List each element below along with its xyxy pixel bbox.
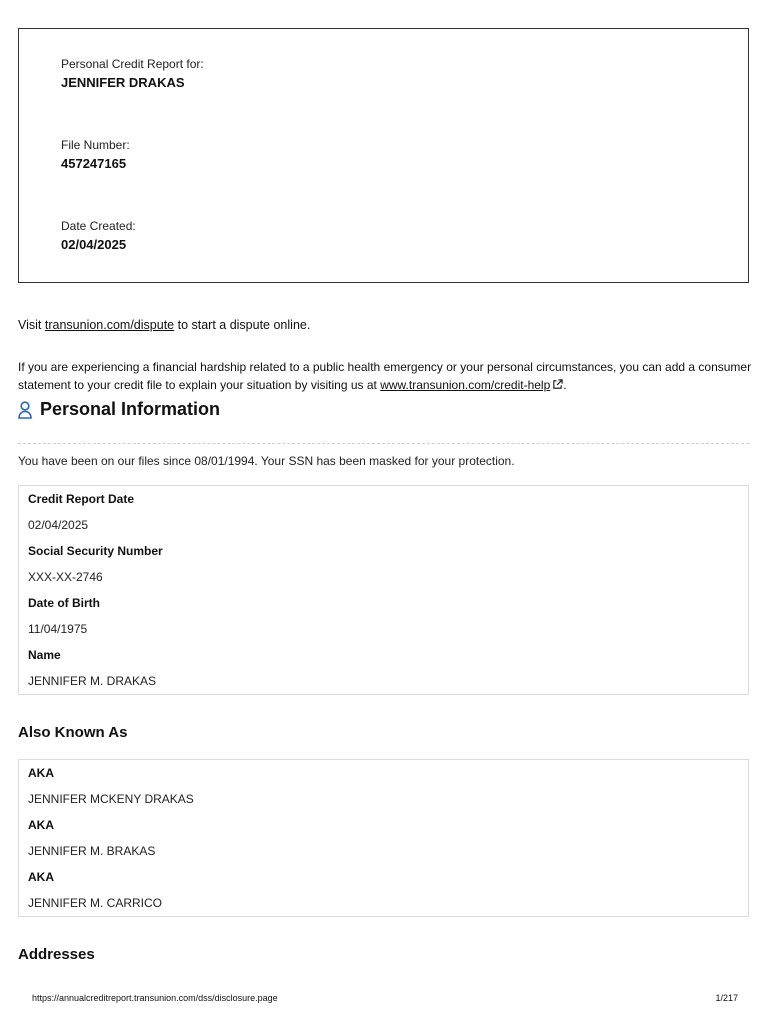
file-number-value: 457247165 [61,156,127,171]
personal-info-table [18,485,749,695]
info-value: XXX-XX-2746 [28,570,103,584]
dispute-suffix: to start a dispute online. [174,318,311,332]
section-divider [18,443,749,444]
aka-label: AKA [28,766,54,780]
date-created-value: 02/04/2025 [61,237,127,252]
dispute-link[interactable]: transunion.com/dispute [44,318,175,332]
page-number: 1/217 [715,993,738,1003]
files-note: You have been on our files since 08/01/1994. Your SSN has been masked for your protection. [18,454,515,468]
info-label: Name [28,648,61,662]
aka-label: AKA [28,870,54,884]
aka-value: JENNIFER M. BRAKAS [28,844,156,858]
hardship-text: If you are experiencing a financial hardship related to a public health emergency or your personal circumstances, you can add a consumer statement to your credit file to explain your situation by visiting us at [18,360,752,392]
dispute-prefix: Visit [18,318,45,332]
report-for-field [61,57,204,90]
report-for-label: Personal Credit Report for: [61,57,204,71]
info-value: JENNIFER M. DRAKAS [28,674,157,688]
personal-info-title: Personal Information [40,399,221,419]
info-value: 11/04/1975 [28,622,88,636]
footer-url: https://annualcreditreport.transunion.com/dss/disclosure.page [32,993,278,1003]
date-created-field [61,219,136,252]
addresses-heading: Addresses [18,946,95,963]
aka-heading: Also Known As [18,724,128,741]
info-label: Date of Birth [28,596,100,610]
date-created-label: Date Created: [61,219,136,233]
info-value: 02/04/2025 [28,518,89,532]
aka-label: AKA [28,818,54,832]
person-icon [18,401,32,419]
aka-table [18,759,749,917]
info-label: Credit Report Date [28,492,135,506]
credit-help-link[interactable]: www.transunion.com/credit-help [380,378,551,392]
file-number-label: File Number: [61,138,130,152]
aka-value: JENNIFER MCKENY DRAKAS [28,792,194,806]
personal-info-heading [18,399,220,420]
hardship-notice [18,358,753,394]
report-header-box [18,28,749,283]
aka-value: JENNIFER M. CARRICO [28,896,163,910]
external-link-icon[interactable] [552,379,563,390]
file-number-field [61,138,130,171]
report-for-value: JENNIFER DRAKAS [61,75,185,90]
hardship-end: . [563,378,567,392]
info-label: Social Security Number [28,544,163,558]
dispute-notice [18,318,310,332]
